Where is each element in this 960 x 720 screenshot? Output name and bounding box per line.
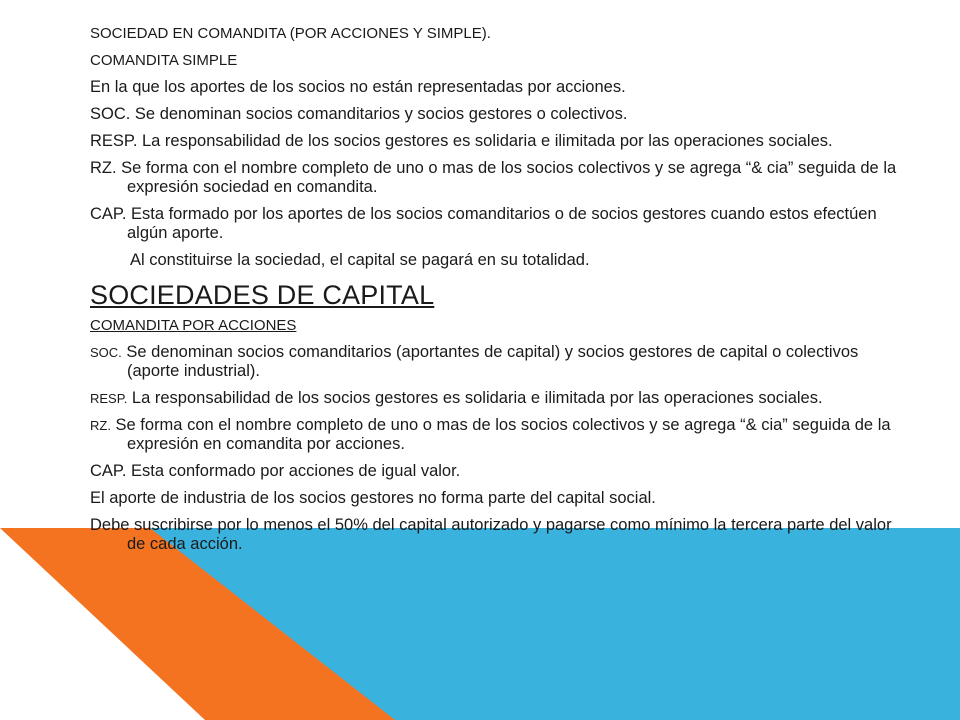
simple-soc-paragraph: [90, 105, 900, 124]
acc-resp-text: La responsabilidad de los socios gestores es solidaria e ilimitada por las operaciones sociales.: [127, 389, 823, 407]
acc-cap-text: . Esta conformado por acciones de igual valor.: [121, 462, 461, 480]
slide-title: SOCIEDAD EN COMANDITA (POR ACCIONES Y SIMPLE).: [90, 25, 491, 42]
simple-cap-note: Al constituirse la sociedad, el capital se pagará en su totalidad.: [130, 251, 590, 269]
comandita-simple-heading: COMANDITA SIMPLE: [90, 52, 238, 69]
acc-resp-key: RESP.: [90, 391, 128, 406]
simple-intro: En la que los aportes de los socios no están representadas por acciones.: [90, 78, 626, 96]
sociedades-de-capital-heading: SOCIEDADES DE CAPITAL: [90, 280, 435, 310]
acc-rz-paragraph: [90, 416, 900, 454]
comandita-por-acciones-heading: COMANDITA POR ACCIONES: [90, 317, 297, 334]
simple-cap-paragraph: [90, 205, 900, 243]
simple-soc-text: Se denominan socios comanditarios y socios gestores o colectivos.: [130, 105, 628, 123]
acc-cap-key: CAP: [90, 462, 122, 480]
acc-soc-paragraph: [90, 343, 900, 381]
simple-resp-key: RESP: [90, 132, 133, 150]
acc-rz-text: Se forma con el nombre completo de uno o mas de los socios colectivos y se agrega “& cia” seguida de la expresión en comandita por acciones.: [110, 416, 891, 453]
simple-soc-key: SOC.: [90, 105, 131, 123]
simple-cap-text: . Esta formado por los aportes de los socios comanditarios o de socios gestores cuando estos efectúen algún aporte.: [121, 205, 877, 242]
acc-rz-key: RZ.: [90, 418, 111, 433]
acc-soc-text: Se denominan socios comanditarios (aportantes de capital) y socios gestores de capital o colectivos (aporte industrial).: [121, 343, 859, 380]
acc-industria-paragraph: El aporte de industria de los socios gestores no forma parte del capital social.: [90, 489, 656, 507]
simple-cap-key: CAP: [90, 205, 122, 223]
simple-rz-key: RZ: [90, 159, 112, 177]
acc-suscribir-paragraph: Debe suscribirse por lo menos el 50% del capital autorizado y pagarse como mínimo la tercera parte del valor de cada acción.: [90, 516, 892, 553]
acc-cap-paragraph: [90, 462, 900, 481]
simple-rz-text: . Se forma con el nombre completo de uno o mas de los socios colectivos y se agrega “& cia” seguida de la expresión sociedad en comandita.: [112, 159, 897, 196]
acc-soc-key: SOC.: [90, 345, 122, 360]
slide-content: [90, 24, 900, 562]
simple-resp-text: . La responsabilidad de los socios gestores es solidaria e ilimitada por las operaciones sociales.: [132, 132, 833, 150]
acc-resp-paragraph: [90, 389, 900, 408]
simple-resp-paragraph: [90, 132, 900, 151]
simple-rz-paragraph: [90, 159, 900, 197]
